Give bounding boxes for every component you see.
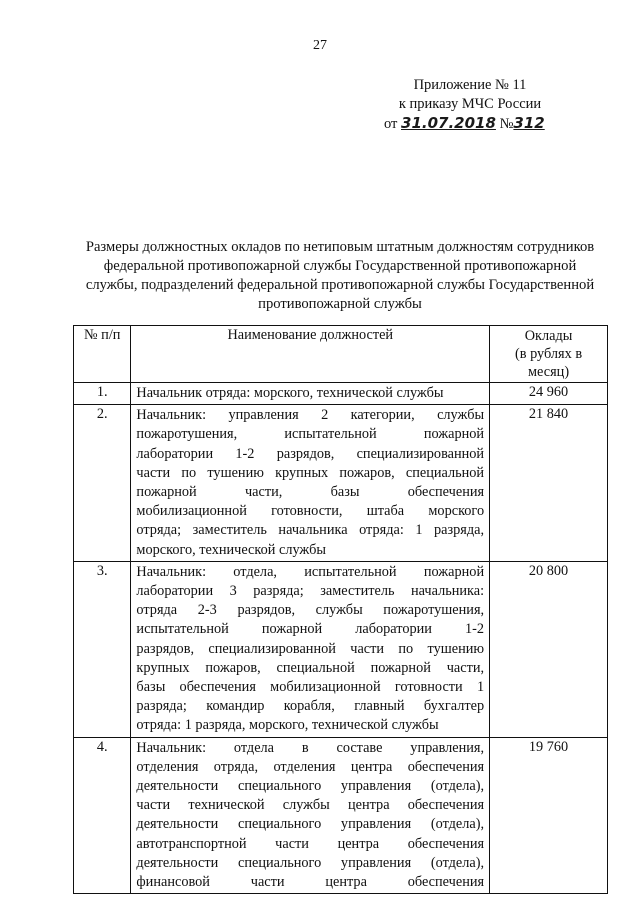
position-line: разрядов, специализированной части по тушению: [136, 640, 485, 657]
document-title: [70, 238, 610, 314]
position-line: испытательной пожарной лаборатории 1-2: [136, 621, 485, 638]
appendix-order-ref: к приказу МЧС России: [398, 96, 542, 112]
position-line: части по тушению крупных пожаров, специальной: [136, 464, 485, 481]
row-number: 2.: [74, 405, 131, 562]
position-line: лаборатории 3 разряда; заместитель начальника:: [136, 583, 485, 600]
title-line: Размеры должностных окладов по нетиповым штатным должностям сотрудников: [85, 239, 595, 255]
header-salary: [490, 326, 608, 383]
position-line: автотранспортной части центра обеспечения: [136, 835, 485, 852]
title-line: противопожарной службы: [258, 296, 422, 312]
position-line: Начальник: отдела, испытательной пожарной: [136, 563, 485, 580]
handwritten-date: 31.07.2018: [401, 114, 496, 132]
table-row: [74, 737, 608, 894]
table-row: [74, 561, 608, 737]
position-line: Начальник: отдела в составе управления,: [136, 739, 485, 756]
handwritten-number: 312: [513, 114, 545, 132]
position-line: пожарной части, базы обеспечения: [136, 484, 485, 501]
row-salary: 24 960: [490, 383, 608, 405]
table-row: [74, 383, 608, 405]
row-number: 3.: [74, 561, 131, 737]
header-salary-line2: (в рублях в месяц): [514, 346, 583, 380]
row-position: [131, 561, 490, 737]
salary-table: [73, 325, 608, 894]
header-position: Наименование должностей: [131, 326, 490, 383]
row-position: [131, 383, 490, 405]
title-line: федеральной противопожарной службы Государственной противопожарной: [103, 258, 577, 274]
position-line: деятельности специального управления (отдела),: [136, 816, 485, 833]
position-line: морского, технической службы: [136, 541, 326, 558]
header-number: № п/п: [74, 326, 131, 383]
number-label: №: [499, 116, 514, 132]
row-number: 4.: [74, 737, 131, 894]
position-line: разряда; командир корабля, главный бухгалтер: [136, 698, 485, 715]
position-line: лаборатории 1-2 разрядов, специализированной: [136, 445, 485, 462]
position-line: финансовой части центра обеспечения: [136, 874, 485, 891]
position-line: деятельности специального управления (отдела),: [136, 778, 485, 795]
title-line: службы, подразделений федеральной противопожарной службы Государственной: [85, 277, 595, 293]
row-salary: 19 760: [490, 737, 608, 894]
position-line: отряда 2-3 разрядов, службы пожаротушения,: [136, 602, 485, 619]
appendix-title: Приложение № 11: [413, 77, 527, 93]
row-salary: 20 800: [490, 561, 608, 737]
page-number: 27: [313, 38, 327, 53]
row-salary: 21 840: [490, 405, 608, 562]
from-label: от: [384, 116, 398, 132]
table-header-row: [74, 326, 608, 383]
position-line: Начальник отряда: морского, технической службы: [136, 385, 444, 401]
position-line: отделения отряда, отделения центра обеспечения: [136, 758, 485, 775]
position-line: базы обеспечения мобилизационной готовности 1: [136, 679, 485, 696]
position-line: отряда; заместитель начальника отряда: 1 разряда,: [136, 522, 485, 539]
appendix-header: [380, 76, 560, 134]
appendix-date-line: [380, 114, 560, 134]
position-line: пожаротушения, испытательной пожарной: [136, 426, 485, 443]
position-line: части технической службы центра обеспечения: [136, 797, 485, 814]
header-salary-line1: Оклады: [524, 328, 573, 344]
position-line: крупных пожаров, специальной пожарной части,: [136, 659, 485, 676]
position-line: мобилизационной готовности, штаба морского: [136, 503, 485, 520]
position-line: Начальник: управления 2 категории, службы: [136, 407, 485, 424]
position-line: отряда: 1 разряда, морского, технической службы: [136, 717, 439, 734]
table-row: [74, 405, 608, 562]
row-position: [131, 737, 490, 894]
row-number: 1.: [74, 383, 131, 405]
row-position: [131, 405, 490, 562]
position-line: деятельности специального управления (отдела),: [136, 854, 485, 871]
